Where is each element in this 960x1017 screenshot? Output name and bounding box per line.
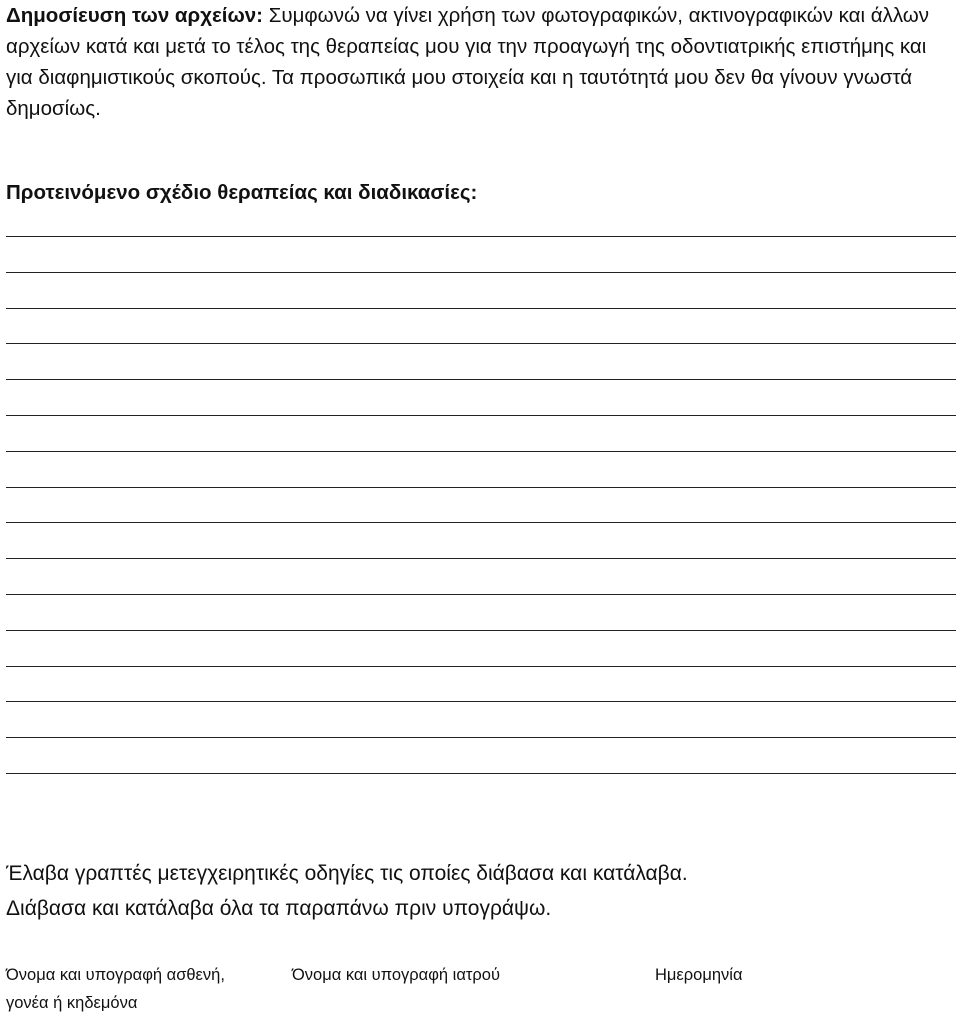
writing-line[interactable] (6, 379, 956, 380)
writing-line[interactable] (6, 308, 956, 309)
writing-line[interactable] (6, 773, 956, 774)
writing-line[interactable] (6, 272, 956, 273)
writing-line[interactable] (6, 236, 956, 237)
writing-line[interactable] (6, 666, 956, 667)
writing-line[interactable] (6, 701, 956, 702)
writing-line[interactable] (6, 522, 956, 523)
writing-line[interactable] (6, 594, 956, 595)
acknowledgements (6, 856, 956, 926)
writing-line[interactable] (6, 343, 956, 344)
patient-signature-label: Όνομα και υπογραφή ασθενή, γονέα ή κηδεμόνα (6, 966, 225, 1012)
publication-consent-label: Δημοσίευση των αρχείων: (6, 4, 263, 27)
publication-consent-paragraph (6, 0, 958, 124)
writing-line[interactable] (6, 415, 956, 416)
writing-line[interactable] (6, 487, 956, 488)
doctor-signature-label: Όνομα και υπογραφή ιατρού (292, 966, 500, 984)
acknowledgement-read-all: Διάβασα και κατάλαβα όλα τα παραπάνω πριν υπογράψω. (6, 897, 552, 920)
treatment-plan-heading: Προτεινόμενο σχέδιο θεραπείας και διαδικασίες: (6, 181, 478, 204)
acknowledgement-instructions: Έλαβα γραπτές μετεγχειρητικές οδηγίες τις οποίες διάβασα και κατάλαβα. (6, 862, 688, 885)
writing-line[interactable] (6, 451, 956, 452)
writing-line[interactable] (6, 630, 956, 631)
date-label: Ημερομηνία (655, 966, 743, 984)
writing-line[interactable] (6, 558, 956, 559)
publication-consent-text: Συμφωνώ να γίνει χρήση των φωτογραφικών, ακτινογραφικών και άλλων αρχείων κατά και μετά το τέλος της θεραπείας μου για την προαγωγή της οδοντιατρικής επιστήμης και για διαφημιστικούς σκοπούς. Τα προσωπικά μου στοιχεία και η ταυτότητά μου δεν θα γίνουν γνωστά δημοσίως. (6, 4, 930, 120)
writing-line[interactable] (6, 737, 956, 738)
